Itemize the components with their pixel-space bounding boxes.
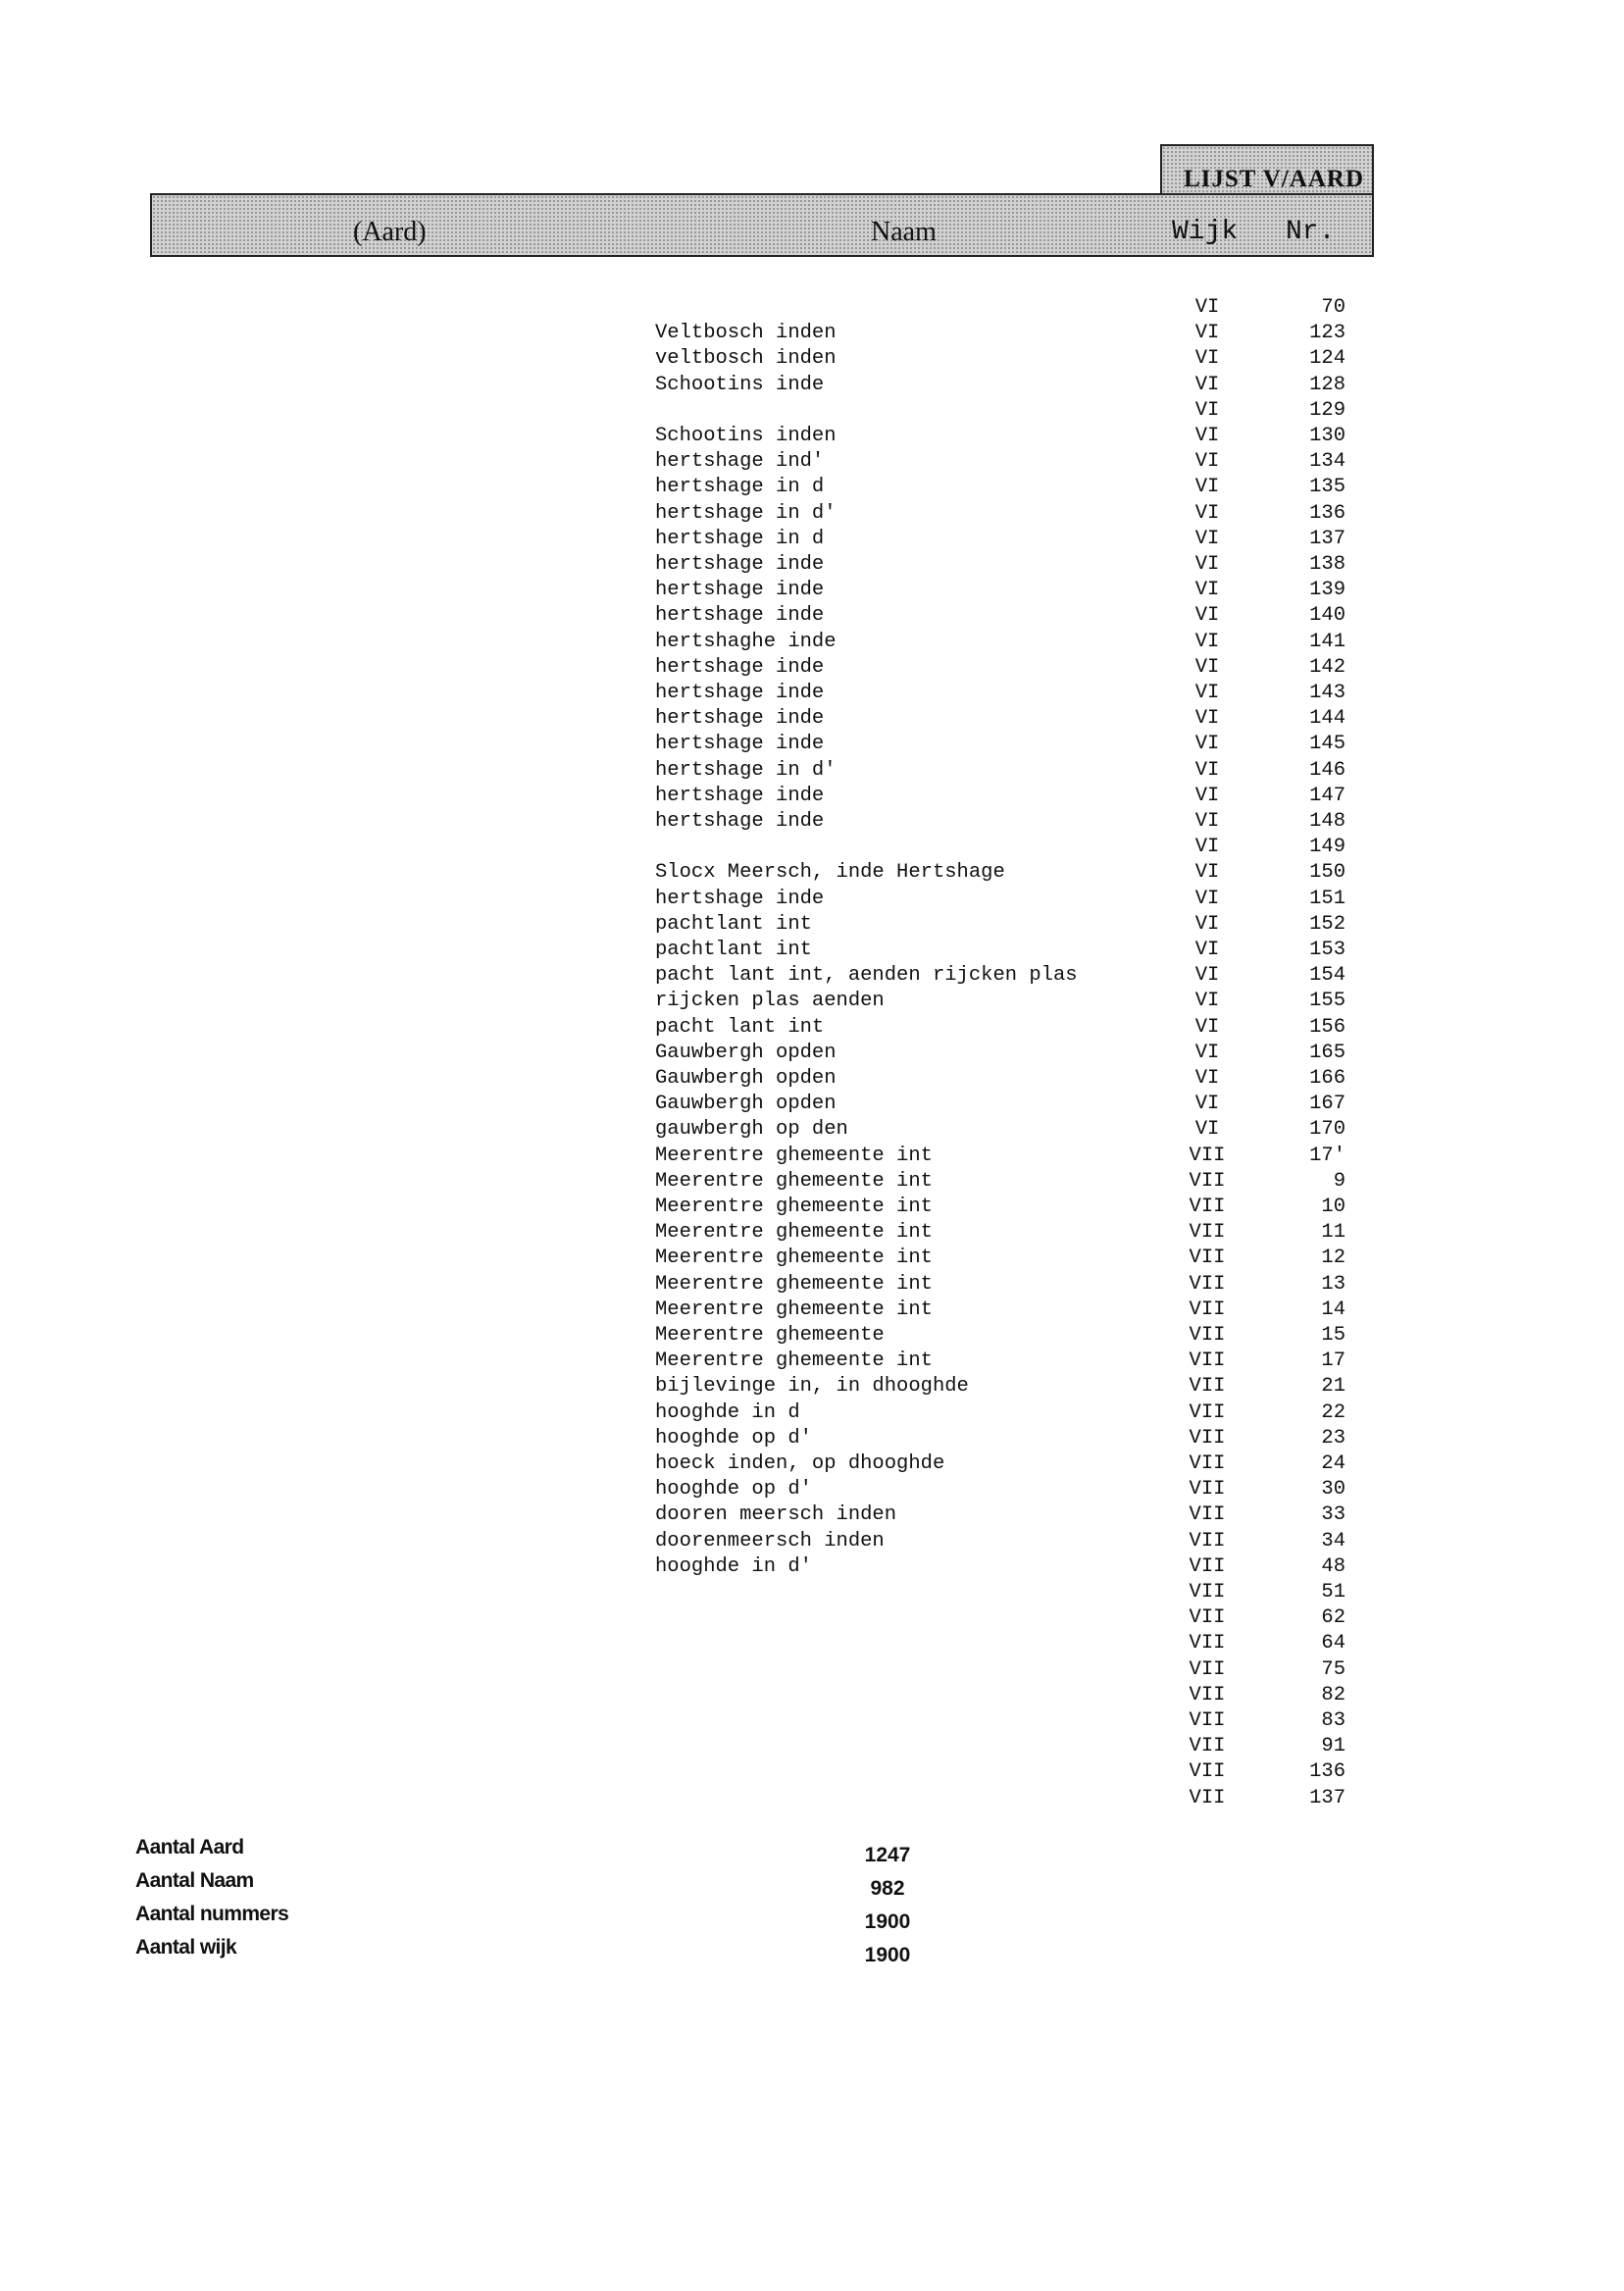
wijk-cell: VI <box>1194 758 1220 782</box>
table-row <box>0 758 1624 784</box>
table-row <box>0 527 1624 552</box>
wijk-cell: VI <box>1194 1118 1220 1142</box>
table-row <box>0 912 1624 938</box>
naam-cell: Meerentre ghemeente int <box>655 1349 933 1373</box>
wijk-cell: VI <box>1194 964 1220 988</box>
nr-cell: 139 <box>1309 579 1345 602</box>
nr-cell: 151 <box>1309 887 1345 910</box>
header-nr: Nr. <box>1286 217 1336 247</box>
wijk-cell: VI <box>1194 398 1220 422</box>
table-row <box>0 398 1624 424</box>
table-row <box>0 1195 1624 1220</box>
nr-cell: 167 <box>1309 1093 1345 1116</box>
wijk-cell: VI <box>1194 296 1220 319</box>
nr-cell: 140 <box>1309 604 1345 628</box>
nr-cell: 150 <box>1309 861 1345 885</box>
nr-cell: 156 <box>1309 1015 1345 1039</box>
naam-cell: Gauwbergh opden <box>655 1041 837 1064</box>
nr-cell: 128 <box>1309 373 1345 396</box>
wijk-cell: VI <box>1194 1015 1220 1039</box>
wijk-cell: VII <box>1189 1272 1226 1296</box>
nr-cell: 12 <box>1321 1247 1345 1270</box>
table-row <box>0 475 1624 500</box>
nr-cell: 136 <box>1309 1760 1345 1784</box>
wijk-cell: VI <box>1194 939 1220 961</box>
nr-cell: 14 <box>1321 1298 1345 1321</box>
table-row <box>0 501 1624 527</box>
nr-cell: 21 <box>1321 1375 1345 1399</box>
wijk-cell: VII <box>1189 1657 1226 1681</box>
table-row <box>0 1502 1624 1528</box>
wijk-cell: VII <box>1189 1709 1226 1732</box>
table-row <box>0 1272 1624 1298</box>
table-row <box>0 1220 1624 1246</box>
table-row <box>0 887 1624 912</box>
table-row <box>0 346 1624 372</box>
wijk-cell: VII <box>1189 1247 1226 1270</box>
nr-cell: 146 <box>1309 758 1345 782</box>
nr-cell: 17 <box>1321 1349 1345 1373</box>
nr-cell: 82 <box>1321 1683 1345 1706</box>
table-row <box>0 1117 1624 1143</box>
wijk-cell: VI <box>1194 630 1220 653</box>
nr-cell: 91 <box>1321 1735 1345 1758</box>
nr-cell: 70 <box>1321 296 1345 319</box>
wijk-cell: VI <box>1194 476 1220 499</box>
table-row <box>0 1683 1624 1708</box>
naam-cell: Meerentre ghemeente int <box>655 1221 933 1245</box>
naam-cell: Meerentre ghemeente int <box>655 1247 933 1270</box>
wijk-cell: VII <box>1189 1400 1226 1424</box>
wijk-cell: VII <box>1189 1221 1226 1245</box>
naam-cell: pachtlant int <box>655 939 812 961</box>
nr-cell: 153 <box>1309 939 1345 961</box>
naam-cell: hertshage in d' <box>655 501 837 525</box>
nr-cell: 124 <box>1309 347 1345 371</box>
naam-cell: pachtlant int <box>655 912 812 936</box>
wijk-cell: VII <box>1189 1324 1226 1347</box>
nr-cell: 149 <box>1309 836 1345 859</box>
naam-cell: bijlevinge in, in dhooghde <box>655 1375 969 1399</box>
naam-cell: dooren meersch inden <box>655 1503 897 1527</box>
table-row <box>0 424 1624 449</box>
wijk-cell: VII <box>1189 1375 1226 1399</box>
nr-cell: 130 <box>1309 425 1345 447</box>
naam-cell: doorenmeersch inden <box>655 1529 885 1553</box>
table-row <box>0 1246 1624 1271</box>
table-row <box>0 1605 1624 1631</box>
table-row <box>0 860 1624 886</box>
nr-cell: 22 <box>1321 1400 1345 1424</box>
wijk-cell: VII <box>1189 1169 1226 1193</box>
table-row <box>0 1708 1624 1734</box>
table-row <box>0 1015 1624 1041</box>
nr-cell: 75 <box>1321 1657 1345 1681</box>
nr-cell: 83 <box>1321 1709 1345 1732</box>
nr-cell: 30 <box>1321 1478 1345 1502</box>
table-row <box>0 1580 1624 1605</box>
wijk-cell: VII <box>1189 1196 1226 1218</box>
naam-cell: pacht lant int, aenden rijcken plas <box>655 964 1078 988</box>
nr-cell: 17' <box>1309 1144 1345 1167</box>
naam-cell: hertshaghe inde <box>655 630 837 653</box>
wijk-cell: VII <box>1189 1606 1226 1630</box>
wijk-cell: VII <box>1189 1786 1226 1809</box>
table-row <box>0 1349 1624 1374</box>
table-row <box>0 809 1624 835</box>
wijk-cell: VI <box>1194 990 1220 1013</box>
wijk-cell: VI <box>1194 527 1220 550</box>
naam-cell: Meerentre ghemeente int <box>655 1196 933 1218</box>
table-row <box>0 706 1624 732</box>
nr-cell: 134 <box>1309 450 1345 474</box>
naam-cell: hertshage inde <box>655 604 825 628</box>
naam-cell: Schootins inden <box>655 425 837 447</box>
wijk-cell: VI <box>1194 861 1220 885</box>
nr-cell: 136 <box>1309 501 1345 525</box>
table-row <box>0 1041 1624 1066</box>
wijk-cell: VII <box>1189 1349 1226 1373</box>
wijk-cell: VI <box>1194 347 1220 371</box>
wijk-cell: VI <box>1194 450 1220 474</box>
summary-value: 1247 <box>864 1844 911 1866</box>
table-row <box>0 1786 1624 1811</box>
nr-cell: 11 <box>1321 1221 1345 1245</box>
nr-cell: 23 <box>1321 1426 1345 1450</box>
naam-cell: hertshage inde <box>655 579 825 602</box>
naam-cell: Schootins inde <box>655 373 825 396</box>
naam-cell: Slocx Meersch, inde Hertshage <box>655 861 1005 885</box>
nr-cell: 9 <box>1333 1169 1345 1193</box>
wijk-cell: VI <box>1194 887 1220 910</box>
summary-label: Aantal wijk <box>135 1936 237 1959</box>
wijk-cell: VI <box>1194 836 1220 859</box>
header-naam: Naam <box>871 217 937 247</box>
table-row <box>0 1529 1624 1554</box>
naam-cell: rijcken plas aenden <box>655 990 885 1013</box>
naam-cell: hooghde in d' <box>655 1554 812 1578</box>
summary-value: 1900 <box>864 1944 911 1966</box>
wijk-cell: VII <box>1189 1478 1226 1502</box>
naam-cell: Meerentre ghemeente <box>655 1324 885 1347</box>
wijk-cell: VI <box>1194 373 1220 396</box>
naam-cell: hertshage in d' <box>655 758 837 782</box>
table-row <box>0 963 1624 989</box>
table-row <box>0 1631 1624 1656</box>
nr-cell: 24 <box>1321 1452 1345 1475</box>
wijk-cell: VI <box>1194 1093 1220 1116</box>
naam-cell: hoeck inden, op dhooghde <box>655 1452 945 1475</box>
nr-cell: 142 <box>1309 655 1345 679</box>
table-row <box>0 1477 1624 1502</box>
table-row <box>0 1400 1624 1426</box>
naam-cell: veltbosch inden <box>655 347 837 371</box>
naam-cell: Meerentre ghemeente int <box>655 1144 933 1167</box>
wijk-cell: VII <box>1189 1503 1226 1527</box>
table-row <box>0 1759 1624 1785</box>
nr-cell: 147 <box>1309 784 1345 807</box>
naam-cell: hertshage inde <box>655 682 825 704</box>
wijk-cell: VI <box>1194 322 1220 345</box>
nr-cell: 166 <box>1309 1067 1345 1090</box>
wijk-cell: VII <box>1189 1529 1226 1553</box>
wijk-cell: VI <box>1194 682 1220 704</box>
header-aard: (Aard) <box>353 217 427 247</box>
table-row <box>0 1092 1624 1117</box>
wijk-cell: VII <box>1189 1554 1226 1578</box>
table-row <box>0 603 1624 629</box>
nr-cell: 145 <box>1309 733 1345 756</box>
naam-cell: hertshage inde <box>655 553 825 576</box>
naam-cell: hertshage in d <box>655 527 825 550</box>
table-row <box>0 1451 1624 1477</box>
nr-cell: 137 <box>1309 527 1345 550</box>
table-row <box>0 373 1624 398</box>
naam-cell: hertshage in d <box>655 476 825 499</box>
table-row <box>0 1734 1624 1759</box>
nr-cell: 165 <box>1309 1041 1345 1064</box>
wijk-cell: VII <box>1189 1452 1226 1475</box>
table-row <box>0 1144 1624 1169</box>
table-row <box>0 321 1624 346</box>
table-row <box>0 1169 1624 1195</box>
nr-cell: 10 <box>1321 1196 1345 1218</box>
table-row <box>0 1298 1624 1323</box>
table-row <box>0 938 1624 963</box>
naam-cell: Veltbosch inden <box>655 322 837 345</box>
nr-cell: 34 <box>1321 1529 1345 1553</box>
nr-cell: 170 <box>1309 1118 1345 1142</box>
wijk-cell: VII <box>1189 1632 1226 1655</box>
wijk-cell: VII <box>1189 1426 1226 1450</box>
table-row <box>0 552 1624 578</box>
naam-cell: hooghde op d' <box>655 1426 812 1450</box>
naam-cell: Gauwbergh opden <box>655 1093 837 1116</box>
table-row <box>0 1323 1624 1349</box>
nr-cell: 33 <box>1321 1503 1345 1527</box>
nr-cell: 62 <box>1321 1606 1345 1630</box>
nr-cell: 143 <box>1309 682 1345 704</box>
wijk-cell: VII <box>1189 1144 1226 1167</box>
table-row <box>0 784 1624 809</box>
wijk-cell: VI <box>1194 604 1220 628</box>
table-row <box>0 681 1624 706</box>
nr-cell: 15 <box>1321 1324 1345 1347</box>
wijk-cell: VI <box>1194 655 1220 679</box>
table-row <box>0 1066 1624 1092</box>
wijk-cell: VII <box>1189 1760 1226 1784</box>
wijk-cell: VI <box>1194 810 1220 833</box>
naam-cell: gauwbergh op den <box>655 1118 848 1142</box>
nr-cell: 148 <box>1309 810 1345 833</box>
table-row <box>0 449 1624 475</box>
wijk-cell: VI <box>1194 912 1220 936</box>
table-row <box>0 295 1624 321</box>
wijk-cell: VI <box>1194 1041 1220 1064</box>
table-row <box>0 578 1624 603</box>
summary-label: Aantal nummers <box>135 1903 289 1925</box>
nr-cell: 51 <box>1321 1581 1345 1604</box>
nr-cell: 135 <box>1309 476 1345 499</box>
naam-cell: hertshage inde <box>655 810 825 833</box>
wijk-cell: VII <box>1189 1298 1226 1321</box>
table-row <box>0 732 1624 757</box>
table-row <box>0 630 1624 655</box>
nr-cell: 141 <box>1309 630 1345 653</box>
naam-cell: hooghde op d' <box>655 1478 812 1502</box>
table-row <box>0 989 1624 1014</box>
wijk-cell: VI <box>1194 707 1220 731</box>
nr-cell: 138 <box>1309 553 1345 576</box>
wijk-cell: VII <box>1189 1683 1226 1706</box>
summary-value: 1900 <box>864 1910 911 1933</box>
summary-label: Aantal Aard <box>135 1836 244 1858</box>
table-row <box>0 835 1624 860</box>
wijk-cell: VI <box>1194 579 1220 602</box>
wijk-cell: VI <box>1194 784 1220 807</box>
nr-cell: 123 <box>1309 322 1345 345</box>
naam-cell: hertshage inde <box>655 733 825 756</box>
doc-title: LIJST V/AARD <box>1183 166 1364 192</box>
naam-cell: hertshage inde <box>655 784 825 807</box>
nr-cell: 13 <box>1321 1272 1345 1296</box>
nr-cell: 144 <box>1309 707 1345 731</box>
nr-cell: 154 <box>1309 964 1345 988</box>
naam-cell: Meerentre ghemeente int <box>655 1298 933 1321</box>
summary-label: Aantal Naam <box>135 1869 254 1892</box>
naam-cell: hertshage inde <box>655 707 825 731</box>
naam-cell: Meerentre ghemeente int <box>655 1272 933 1296</box>
wijk-cell: VI <box>1194 425 1220 447</box>
naam-cell: hertshage inde <box>655 655 825 679</box>
summary-value: 982 <box>870 1877 905 1900</box>
nr-cell: 137 <box>1309 1786 1345 1809</box>
wijk-cell: VI <box>1194 501 1220 525</box>
table-row <box>0 655 1624 681</box>
naam-cell: hooghde in d <box>655 1400 800 1424</box>
nr-cell: 48 <box>1321 1554 1345 1578</box>
wijk-cell: VI <box>1194 553 1220 576</box>
table-row <box>0 1374 1624 1400</box>
header-wijk: Wijk <box>1172 217 1239 247</box>
naam-cell: Gauwbergh opden <box>655 1067 837 1090</box>
naam-cell: hertshage ind' <box>655 450 825 474</box>
nr-cell: 64 <box>1321 1632 1345 1655</box>
wijk-cell: VI <box>1194 733 1220 756</box>
nr-cell: 129 <box>1309 398 1345 422</box>
naam-cell: hertshage inde <box>655 887 825 910</box>
naam-cell: pacht lant int <box>655 1015 825 1039</box>
naam-cell: Meerentre ghemeente int <box>655 1169 933 1193</box>
nr-cell: 155 <box>1309 990 1345 1013</box>
table-row <box>0 1554 1624 1580</box>
table-row <box>0 1426 1624 1451</box>
wijk-cell: VII <box>1189 1735 1226 1758</box>
table-row <box>0 1657 1624 1683</box>
wijk-cell: VII <box>1189 1581 1226 1604</box>
wijk-cell: VI <box>1194 1067 1220 1090</box>
nr-cell: 152 <box>1309 912 1345 936</box>
